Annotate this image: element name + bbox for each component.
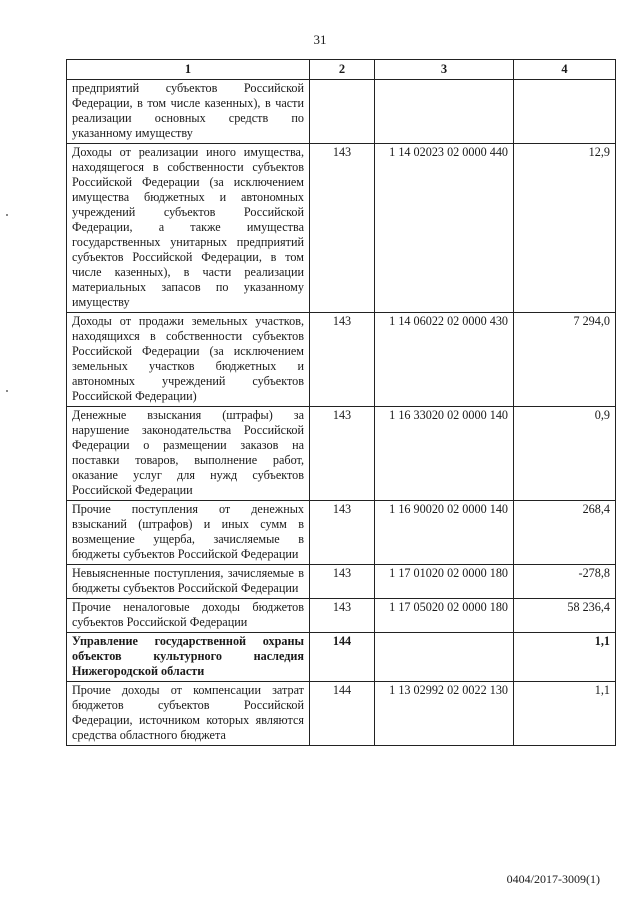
budget-classification-code: 1 16 90020 02 0000 140 [375, 501, 514, 565]
revenue-description: Доходы от продажи земельных участков, находящихся в собственности субъектов Российской Федерации (за исключением земельных участков бюджетных и автономных учреждений субъектов Российской Федерации) [67, 313, 310, 407]
table-row [67, 565, 616, 599]
budget-classification-code: 1 13 02992 02 0022 130 [375, 682, 514, 746]
revenue-description: Прочие доходы от компенсации затрат бюджетов субъектов Российской Федерации, источником которых являются средства областного бюджета [67, 682, 310, 746]
table-row [67, 501, 616, 565]
administrator-code: 144 [310, 682, 375, 746]
table-row [67, 682, 616, 746]
budget-classification-code [375, 80, 514, 144]
amount-value: 58 236,4 [514, 599, 616, 633]
page-number: 31 [313, 32, 327, 47]
scan-mark [6, 214, 8, 216]
amount-value: 268,4 [514, 501, 616, 565]
revenue-description: Невыясненные поступления, зачисляемые в бюджеты субъектов Российской Федерации [67, 565, 310, 599]
administrator-code: 143 [310, 599, 375, 633]
document-id: 0404/2017-3009(1) [506, 872, 600, 886]
table-row [67, 407, 616, 501]
amount-value: 1,1 [514, 682, 616, 746]
table-row [67, 80, 616, 144]
revenue-description: Прочие поступления от денежных взысканий (штрафов) и иных сумм в возмещение ущерба, зачисляемые в бюджеты субъектов Российской Федерации [67, 501, 310, 565]
administrator-code: 143 [310, 144, 375, 313]
budget-classification-code: 1 17 01020 02 0000 180 [375, 565, 514, 599]
column-header-2: 2 [310, 60, 375, 80]
scan-mark [6, 390, 8, 392]
revenue-description: Доходы от реализации иного имущества, находящегося в собственности субъектов Российской Федерации (за исключением имущества бюджетных и автономных учреждений субъектов Российской Федерации, а также имущества государственных унитарных предприятий субъектов Российской Федерации, в том числе казенных), в части реализации материальных запасов по указанному имуществу [67, 144, 310, 313]
revenue-description: Денежные взыскания (штрафы) за нарушение законодательства Российской Федерации о размещении заказов на поставки товаров, выполнение работ, оказание услуг для нужд субъектов Российской Федерации [67, 407, 310, 501]
table-row [67, 633, 616, 682]
amount-value [514, 80, 616, 144]
amount-value: 12,9 [514, 144, 616, 313]
administrator-code: 143 [310, 501, 375, 565]
revenue-description: Управление государственной охраны объектов культурного наследия Нижегородской области [67, 633, 310, 682]
budget-classification-code: 1 14 06022 02 0000 430 [375, 313, 514, 407]
amount-value: 7 294,0 [514, 313, 616, 407]
table-row [67, 313, 616, 407]
administrator-code [310, 80, 375, 144]
column-header-4: 4 [514, 60, 616, 80]
column-header-3: 3 [375, 60, 514, 80]
amount-value: 1,1 [514, 633, 616, 682]
amount-value: -278,8 [514, 565, 616, 599]
table-row [67, 599, 616, 633]
table-body [67, 80, 616, 746]
administrator-code: 143 [310, 565, 375, 599]
administrator-code: 143 [310, 313, 375, 407]
budget-classification-code: 1 14 02023 02 0000 440 [375, 144, 514, 313]
table-row [67, 144, 616, 313]
administrator-code: 143 [310, 407, 375, 501]
revenue-description: предприятий субъектов Российской Федерации, в том числе казенных), в части реализации основных средств по указанному имуществу [67, 80, 310, 144]
revenue-table [66, 59, 616, 746]
amount-value: 0,9 [514, 407, 616, 501]
budget-classification-code: 1 17 05020 02 0000 180 [375, 599, 514, 633]
revenue-description: Прочие неналоговые доходы бюджетов субъектов Российской Федерации [67, 599, 310, 633]
column-header-1: 1 [67, 60, 310, 80]
table-header-row [67, 60, 616, 80]
administrator-code: 144 [310, 633, 375, 682]
budget-classification-code: 1 16 33020 02 0000 140 [375, 407, 514, 501]
budget-classification-code [375, 633, 514, 682]
